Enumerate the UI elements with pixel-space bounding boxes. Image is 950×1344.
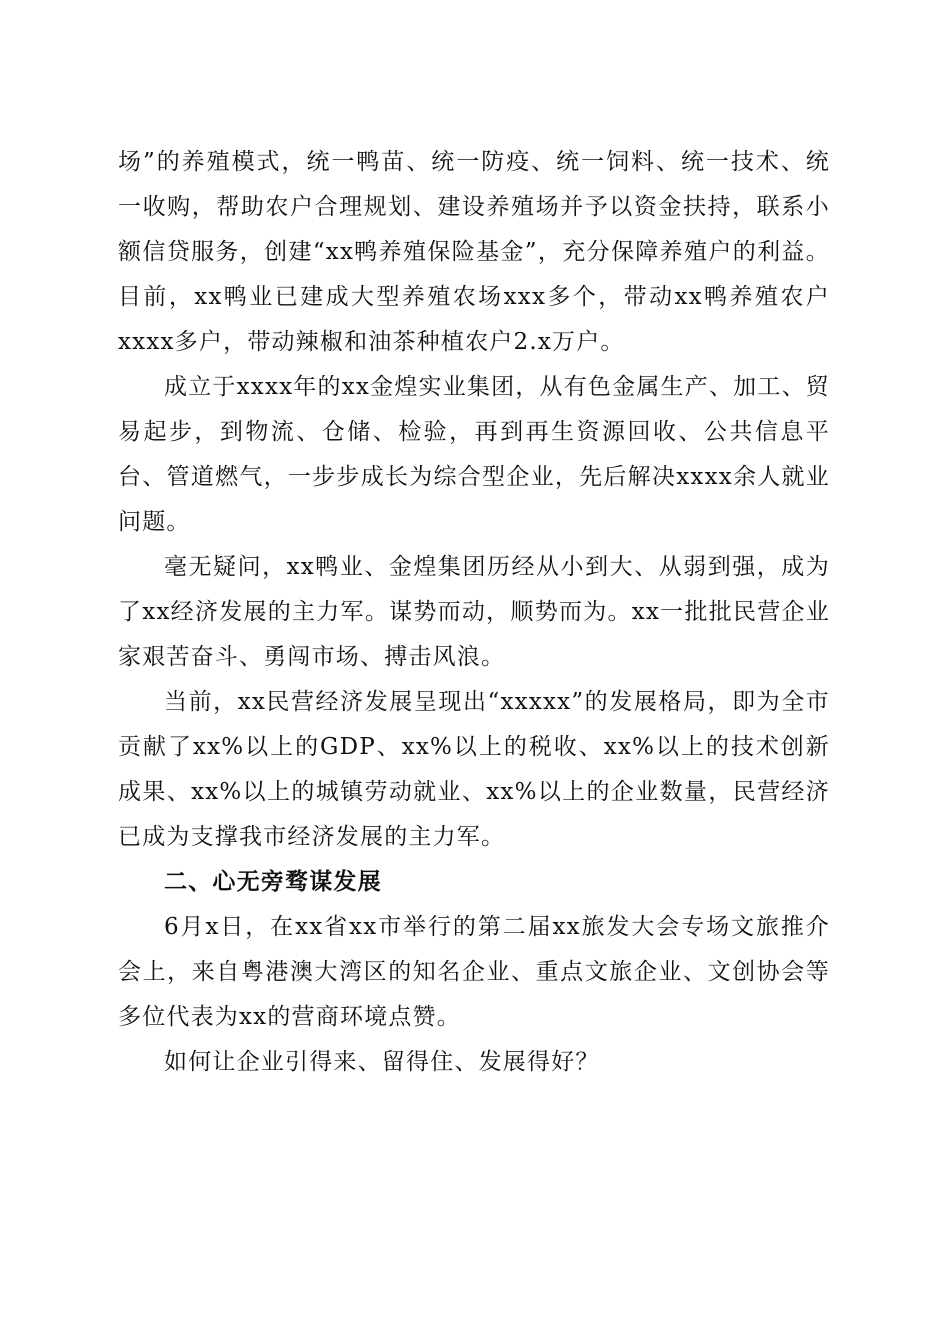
paragraph-main-force: 毫无疑问，xx鸭业、金煌集团历经从小到大、从弱到强，成为了xx经济发展的主力军。谋势而动，顺势而为。xx一批批民营企业家艰苦奋斗、勇闯市场、搏击风浪。 (118, 554, 830, 670)
paragraph-tourism-conference: 6月x日，在xx省xx市举行的第二届xx旅发大会专场文旅推介会上，来自粤港澳大湾区的知名企业、重点文旅企业、文创协会等多位代表为xx的营商环境点赞。 (118, 914, 830, 1030)
paragraph-breeding-model: 场”的养殖模式，统一鸭苗、统一防疫、统一饲料、统一技术、统一收购，帮助农户合理规划、建设养殖场并予以资金扶持，联系小额信贷服务，创建“xx鸭养殖保险基金”，充分保障养殖户的利益。目前，xx鸭业已建成大型养殖农场xxx多个，带动xx鸭养殖农户xxxx多户，带动辣椒和油茶种植农户2.x万户。 (118, 149, 830, 355)
paragraph-private-economy: 当前，xx民营经济发展呈现出“xxxxx”的发展格局，即为全市贡献了xx%以上的GDP、xx%以上的税收、xx%以上的技术创新成果、xx%以上的城镇劳动就业、xx%以上的企业数量，民营经济已成为支撑我市经济发展的主力军。 (118, 689, 830, 850)
document-body (118, 140, 830, 1085)
paragraph-jinhuang-group: 成立于xxxx年的xx金煌实业集团，从有色金属生产、加工、贸易起步，到物流、仓储、检验，再到再生资源回收、公共信息平台、管道燃气，一步步成长为综合型企业，先后解决xxxx余人就业问题。 (118, 374, 830, 535)
section-heading: 二、心无旁骛谋发展 (164, 869, 382, 895)
paragraph-question: 如何让企业引得来、留得住、发展得好？ (164, 1049, 600, 1075)
